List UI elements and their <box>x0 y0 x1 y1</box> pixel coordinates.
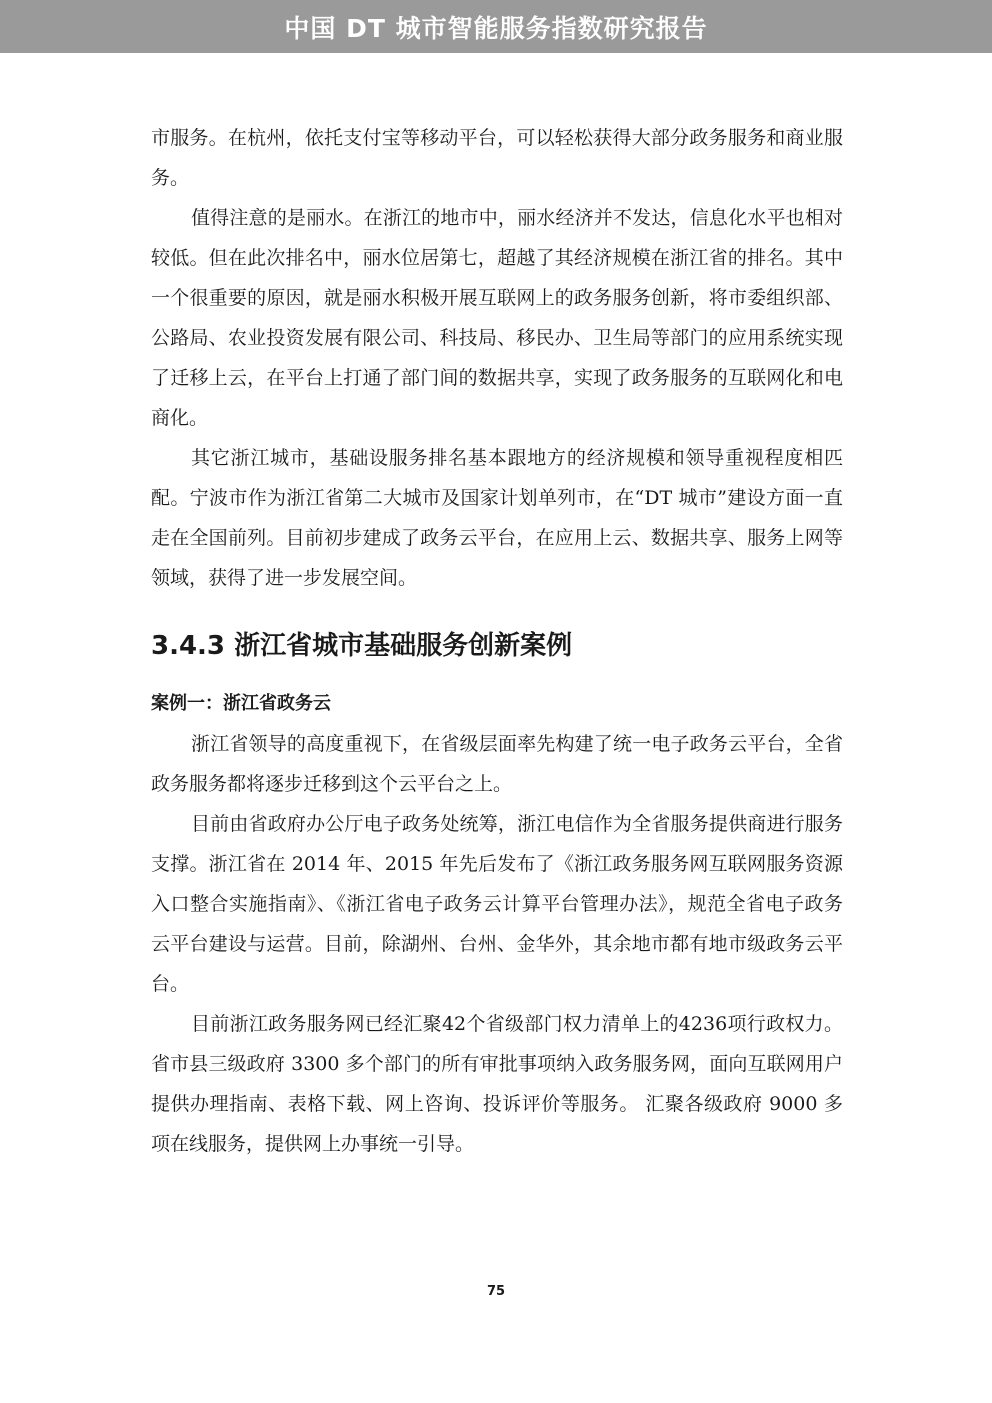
page-number: 75 <box>486 1284 506 1299</box>
page-header <box>0 0 992 53</box>
header-title: 中国 DT 城市智能服务指数研究报告 <box>284 13 708 43</box>
case-title: 案例一：浙江省政务云 <box>151 693 331 714</box>
case-paragraph-1: 浙江省领导的高度重视下，在省级层面率先构建了统一电子政务云平台，全省政务服务都将逐步迁移到这个云平台之上。 <box>151 733 843 795</box>
document-body <box>151 118 843 1164</box>
case-paragraph-2: 目前由省政府办公厅电子政务处统筹，浙江电信作为全省服务提供商进行服务支撑。浙江省在 2014 年、2015 年先后发布了《浙江政务服务网互联网服务资源入口整合实施指南》、《浙江省电子政务云计算平台管理办法》，规范全省电子政务云平台建设与运营。目前，除湖州、台州、金华外，其余地市都有地市级政务云平台。 <box>151 813 843 995</box>
paragraph-other-cities: 其它浙江城市，基础设服务排名基本跟地方的经济规模和领导重视程度相匹配。宁波市作为浙江省第二大城市及国家计划单列市，在“DT 城市”建设方面一直走在全国前列。目前初步建成了政务云平台，在应用上云、数据共享、服务上网等领域，获得了进一步发展空间。 <box>151 447 843 589</box>
section-heading: 3.4.3 浙江省城市基础服务创新案例 <box>151 631 573 661</box>
case-paragraph-3: 目前浙江政务服务网已经汇聚42个省级部门权力清单上的4236项行政权力。省市县三级政府 3300 多个部门的所有审批事项纳入政务服务网，面向互联网用户提供办理指南、表格下载、网上咨询、投诉评价等服务。 汇聚各级政府 9000 多项在线服务，提供网上办事统一引导。 <box>151 1013 843 1155</box>
paragraph-continuation: 市服务。在杭州，依托支付宝等移动平台，可以轻松获得大部分政务服务和商业服务。 <box>151 127 843 189</box>
paragraph-lishui: 值得注意的是丽水。在浙江的地市中，丽水经济并不发达，信息化水平也相对较低。但在此次排名中，丽水位居第七，超越了其经济规模在浙江省的排名。其中一个很重要的原因，就是丽水积极开展互联网上的政务服务创新，将市委组织部、公路局、农业投资发展有限公司、科技局、移民办、卫生局等部门的应用系统实现了迁移上云，在平台上打通了部门间的数据共享，实现了政务服务的互联网化和电商化。 <box>151 207 843 429</box>
